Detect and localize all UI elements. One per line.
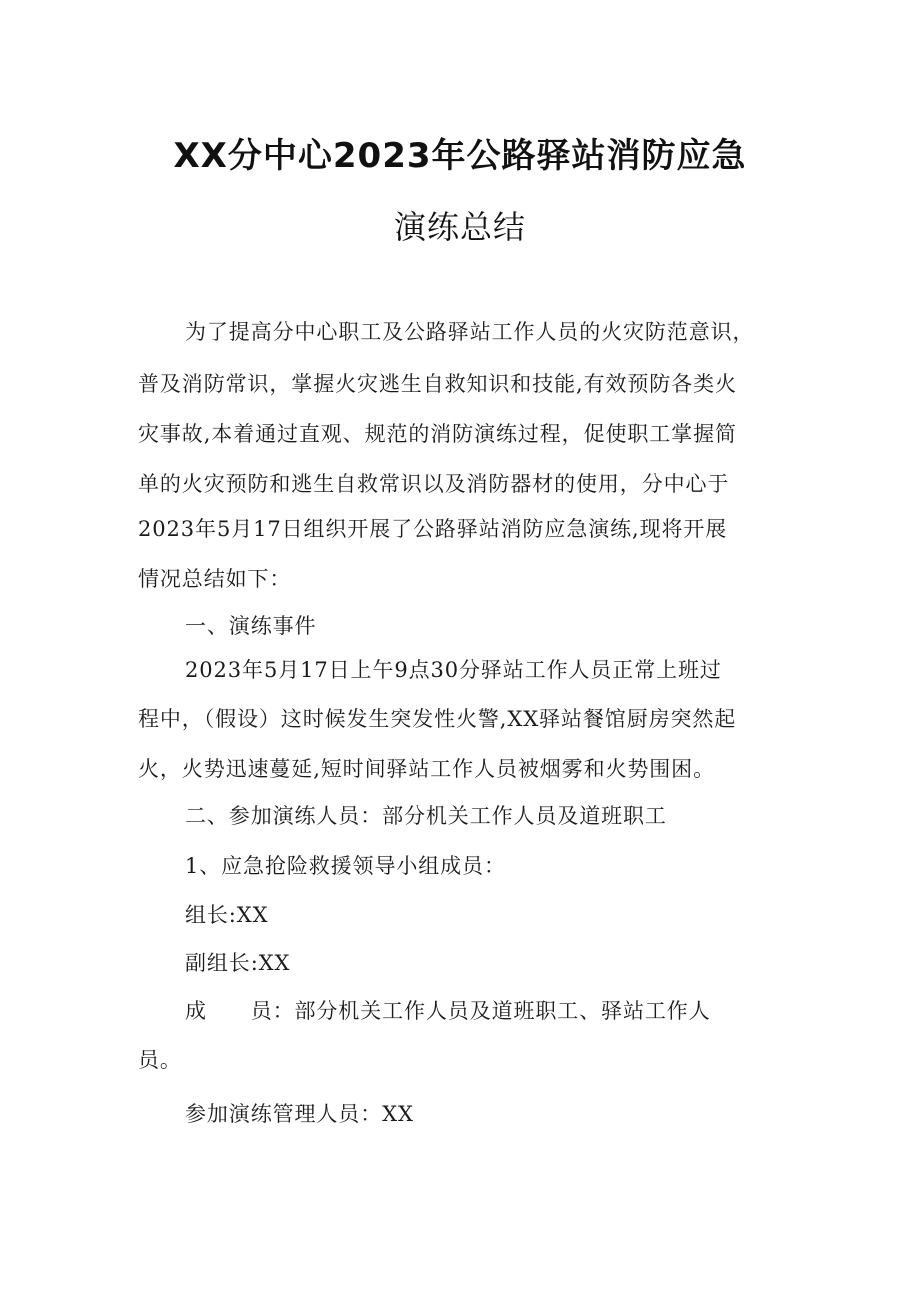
group-leader-line: 组长:XX (185, 903, 269, 927)
paragraph-event-line-1: 2023年5月17日上午9点30分驿站工作人员正常上班过 (185, 658, 722, 682)
paragraph-intro-line-6: 情况总结如下： (138, 567, 292, 591)
paragraph-intro-line-1: 为了提高分中心职工及公路驿站工作人员的火灾防范意识， (185, 320, 755, 344)
section-heading-event: 一、演练事件 (185, 614, 317, 638)
members-line-2: 员。 (138, 1048, 182, 1072)
members-line-1: 成 员：部分机关工作人员及道班职工、驿站工作人 (185, 999, 711, 1023)
paragraph-event-line-2: 程中，（假设）这时候发生突发性火警,XX驿站餐馆厨房突然起 (138, 707, 737, 731)
document-title-line-1: XX分中心2023年公路驿站消防应急 (173, 136, 747, 176)
paragraph-event-line-3: 火，火势迅速蔓延,短时间驿站工作人员被烟雾和火势围困。 (138, 757, 715, 781)
paragraph-intro-line-4: 单的火灾预防和逃生自救常识以及消防器材的使用，分中心于 (138, 472, 730, 496)
document-title-line-2: 演练总结 (393, 208, 526, 246)
paragraph-intro-line-2: 普及消防常识，掌握火灾逃生自救知识和技能,有效预防各类火 (138, 372, 737, 396)
subheading-leadership-group: 1、应急抢险救援领导小组成员： (185, 854, 506, 878)
paragraph-intro-line-5: 2023年5月17日组织开展了公路驿站消防应急演练,现将开展 (138, 517, 728, 541)
drill-managers-line: 参加演练管理人员：XX (185, 1102, 414, 1126)
deputy-leader-line: 副组长:XX (185, 951, 291, 975)
paragraph-intro-line-3: 灾事故,本着通过直观、规范的消防演练过程，促使职工掌握简 (138, 422, 737, 446)
section-heading-participants: 二、参加演练人员：部分机关工作人员及道班职工 (185, 804, 667, 828)
